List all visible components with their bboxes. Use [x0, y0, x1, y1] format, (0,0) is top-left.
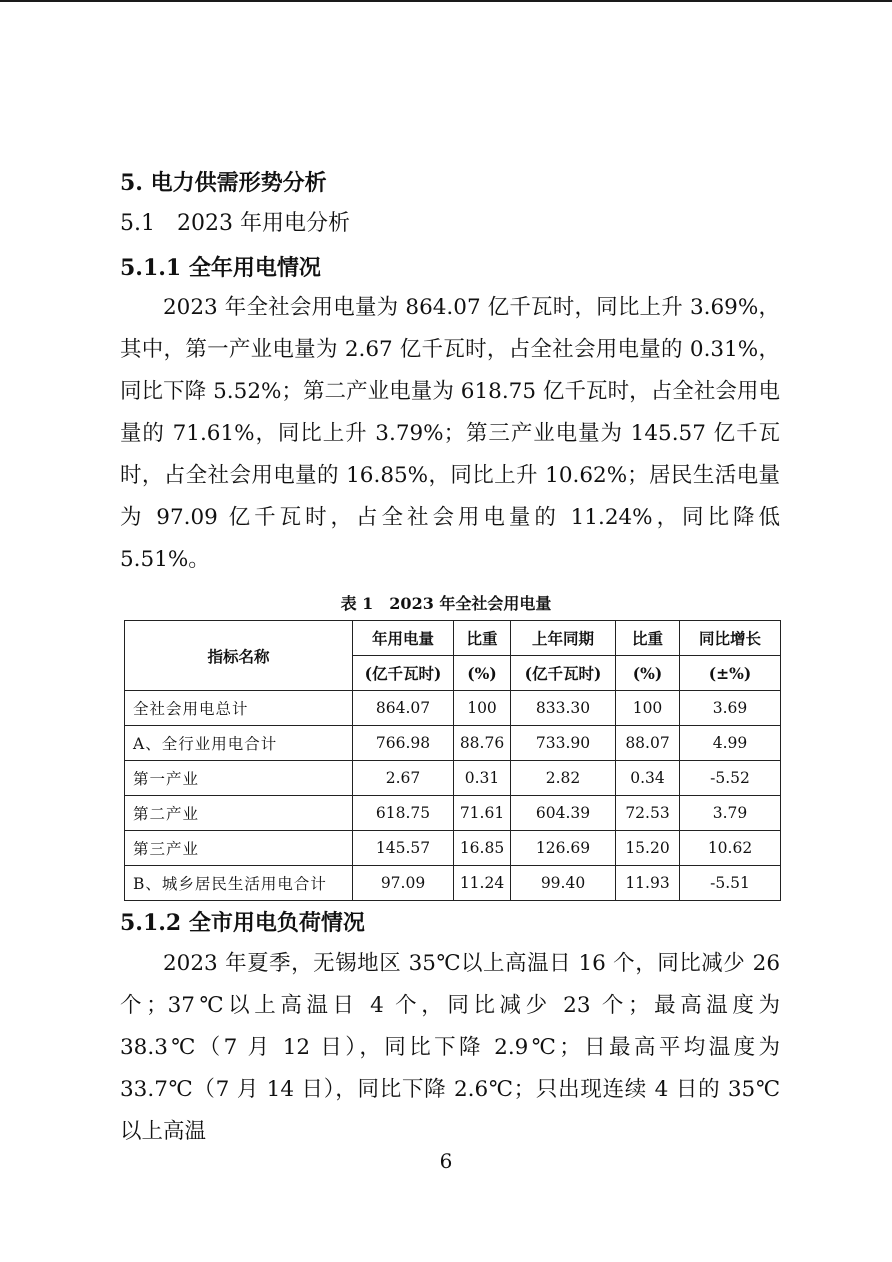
- cell-value: 833.30: [511, 691, 616, 726]
- page-number: 6: [439, 1149, 453, 1173]
- cell-value: 100: [454, 691, 511, 726]
- cell-value: -5.52: [680, 761, 781, 796]
- table-row: [125, 866, 781, 901]
- cell-value: 145.57: [353, 831, 454, 866]
- row-label: 第三产业: [125, 831, 353, 866]
- unit-yoy-growth: (±%): [680, 656, 781, 691]
- paragraph-load-situation: 2023 年夏季，无锡地区 35℃以上高温日 16 个，同比减少 26 个；37℃以上高温日 4 个，同比减少 23 个；最高温度为 38.3℃（7 月 12 日），同比下降 2.9℃；日最高平均温度为 33.7℃（7 月 14 日），同比下降 2.6℃；只出现连续 4 日的 35℃以上高温: [120, 951, 780, 1144]
- section-heading: 5. 电力供需形势分析: [120, 170, 327, 196]
- cell-value: 618.75: [353, 796, 454, 831]
- cell-value: 0.31: [454, 761, 511, 796]
- row-label: A、全行业用电合计: [125, 726, 353, 761]
- cell-value: 16.85: [454, 831, 511, 866]
- cell-value: 99.40: [511, 866, 616, 901]
- header-prior-year: 上年同期: [511, 621, 616, 656]
- unit-annual-consumption: (亿千瓦时): [353, 656, 454, 691]
- cell-value: 11.24: [454, 866, 511, 901]
- header-annual-consumption: 年用电量: [353, 621, 454, 656]
- cell-value: 3.69: [680, 691, 781, 726]
- unit-prior-year: (亿千瓦时): [511, 656, 616, 691]
- row-label: 全社会用电总计: [125, 691, 353, 726]
- consumption-table: [124, 620, 781, 901]
- cell-value: 88.76: [454, 726, 511, 761]
- cell-value: 604.39: [511, 796, 616, 831]
- cell-value: 10.62: [680, 831, 781, 866]
- row-label: 第二产业: [125, 796, 353, 831]
- table-header-row: [125, 621, 781, 656]
- cell-value: 11.93: [616, 866, 680, 901]
- header-share: 比重: [454, 621, 511, 656]
- table-row: [125, 691, 781, 726]
- cell-value: 2.82: [511, 761, 616, 796]
- row-label: B、城乡居民生活用电合计: [125, 866, 353, 901]
- table-row: [125, 761, 781, 796]
- table-caption: 表 1 2023 年全社会用电量: [340, 594, 552, 613]
- cell-value: 71.61: [454, 796, 511, 831]
- table-row: [125, 796, 781, 831]
- row-label: 第一产业: [125, 761, 353, 796]
- cell-value: 4.99: [680, 726, 781, 761]
- cell-value: 766.98: [353, 726, 454, 761]
- cell-value: 15.20: [616, 831, 680, 866]
- cell-value: 0.34: [616, 761, 680, 796]
- header-prior-share: 比重: [616, 621, 680, 656]
- cell-value: -5.51: [680, 866, 781, 901]
- cell-value: 864.07: [353, 691, 454, 726]
- cell-value: 72.53: [616, 796, 680, 831]
- top-border-line: [0, 0, 892, 2]
- header-indicator-name: 指标名称: [125, 621, 353, 691]
- unit-share: (%): [454, 656, 511, 691]
- cell-value: 100: [616, 691, 680, 726]
- cell-value: 97.09: [353, 866, 454, 901]
- heading-5-1-1: 5.1.1 全年用电情况: [120, 255, 321, 281]
- cell-value: 733.90: [511, 726, 616, 761]
- cell-value: 126.69: [511, 831, 616, 866]
- unit-prior-share: (%): [616, 656, 680, 691]
- table-row: [125, 726, 781, 761]
- cell-value: 88.07: [616, 726, 680, 761]
- paragraph-annual-consumption: 2023 年全社会用电量为 864.07 亿千瓦时，同比上升 3.69%，其中，第一产业电量为 2.67 亿千瓦时，占全社会用电量的 0.31%，同比下降 5.52%；第二产业电量为 618.75 亿千瓦时，占全社会用电量的 71.61%，同比上升 3.79%；第三产业电量为 145.57 亿千瓦时，占全社会用电量的 16.85%，同比上升 10.62%；居民生活电量为 97.09 亿千瓦时，占全社会用电量的 11.24%，同比降低 5.51%。: [120, 295, 780, 572]
- cell-value: 3.79: [680, 796, 781, 831]
- heading-5-1-2: 5.1.2 全市用电负荷情况: [120, 910, 365, 936]
- header-yoy-growth: 同比增长: [680, 621, 781, 656]
- cell-value: 2.67: [353, 761, 454, 796]
- subsection-heading: 5.1 2023 年用电分析: [120, 211, 350, 236]
- table-row: [125, 831, 781, 866]
